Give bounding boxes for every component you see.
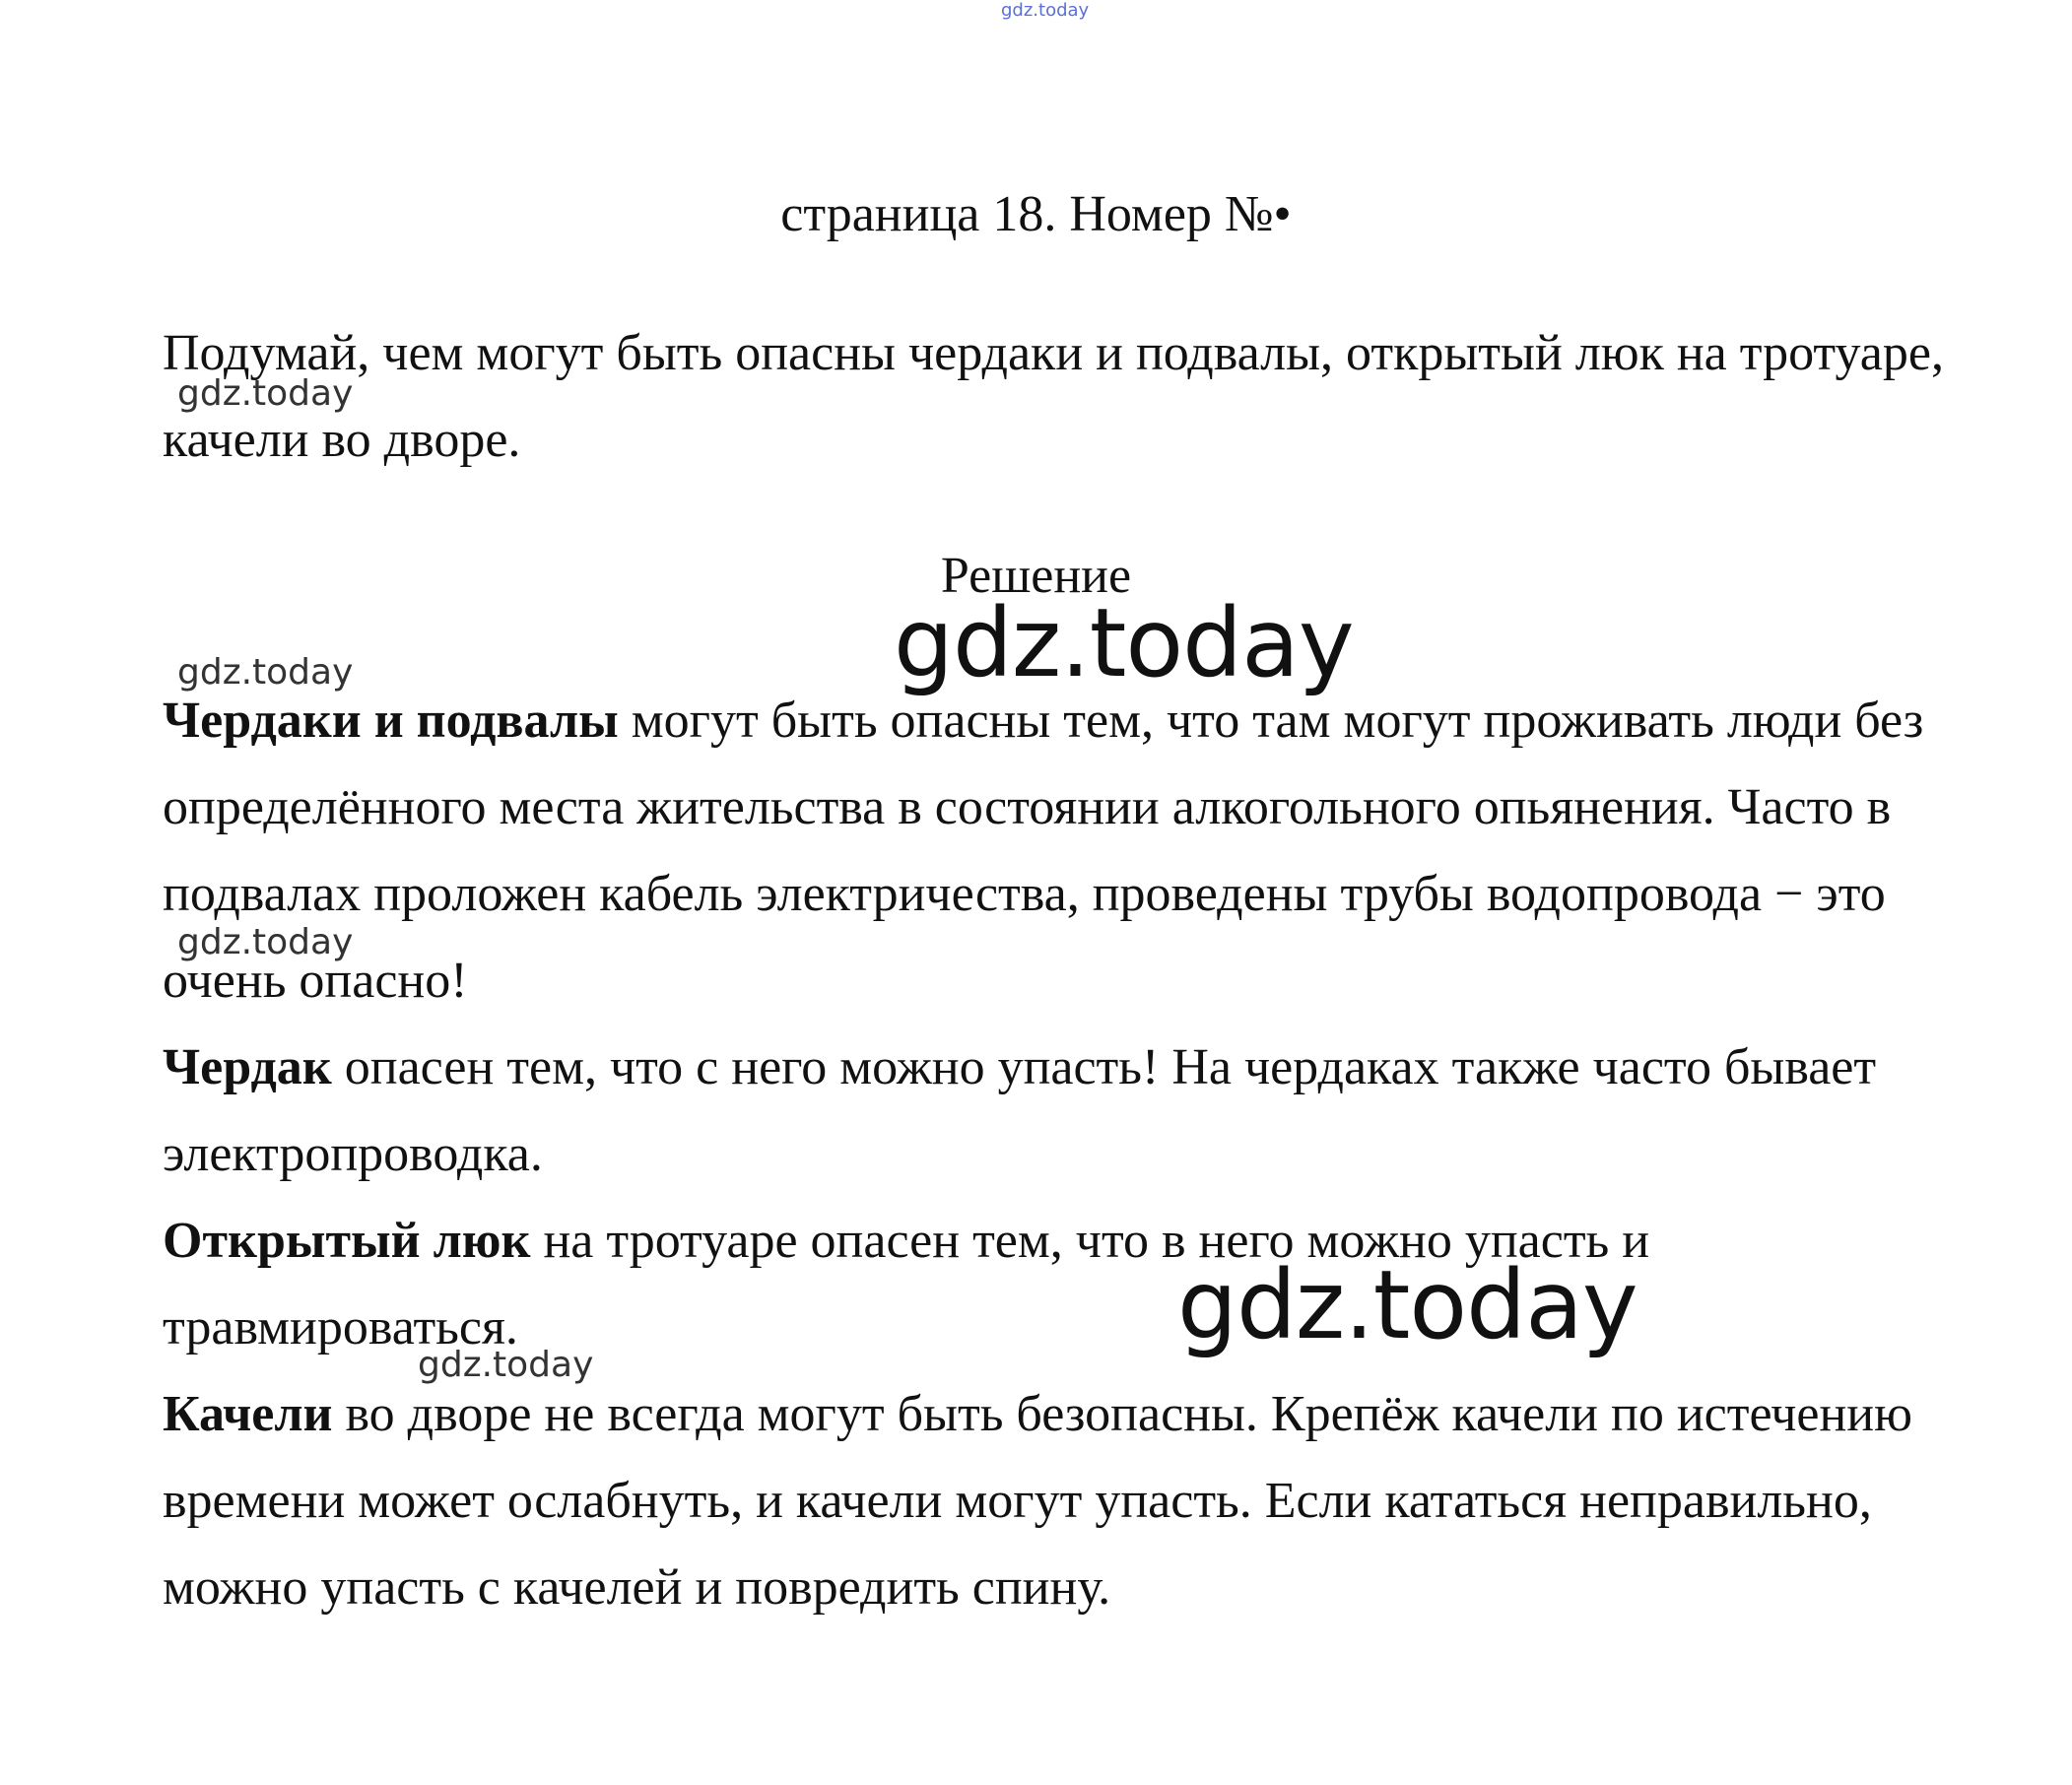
watermark-small: gdz.today xyxy=(418,1345,594,1385)
answer-term: Чердак xyxy=(163,1039,332,1095)
answer-paragraph-attics-basements xyxy=(163,678,1956,1025)
watermark-large: gdz.today xyxy=(894,588,1354,698)
answer-text: могут быть опасны тем, что там могут проживать люди без определённого места жительства в состоянии алкогольного опьянения. Часто в подвалах проложен кабель электричества, проведены трубы водопровода − это очень опасно! xyxy=(163,693,1924,1009)
answer-text: во дворе не всегда могут быть безопасны. Крепёж качели по истечению времени может ослабнуть, и качели могут упасть. Если кататься неправильно, можно упасть с качелей и повредить спину. xyxy=(163,1386,1912,1616)
watermark-large: gdz.today xyxy=(1177,1250,1638,1360)
solution-heading: Решение xyxy=(940,548,1132,604)
answer-term: Чердаки и подвалы xyxy=(163,693,619,749)
answer-term: Качели xyxy=(163,1386,333,1442)
page-title: страница 18. Номер №• xyxy=(780,186,1292,242)
watermark-small: gdz.today xyxy=(177,652,354,693)
answer-paragraph-attic xyxy=(163,1025,1956,1198)
task-text: Подумай, чем могут быть опасны чердаки и подвалы, открытый люк на тротуаре, качели во дворе. xyxy=(163,325,1944,468)
watermark-small: gdz.today xyxy=(177,922,354,962)
answer-paragraph-swings xyxy=(163,1371,1956,1631)
answer-term: Открытый люк xyxy=(163,1213,531,1269)
answer-body xyxy=(163,678,1956,1631)
watermark-small: gdz.today xyxy=(177,373,354,414)
answer-text: на тротуаре опасен тем, что в него можно упасть и травмироваться. xyxy=(163,1213,1650,1355)
watermark-top: gdz.today xyxy=(1001,0,1090,21)
answer-text: опасен тем, что с него можно упасть! На чердаках также часто бывает электропроводка. xyxy=(163,1039,1877,1182)
